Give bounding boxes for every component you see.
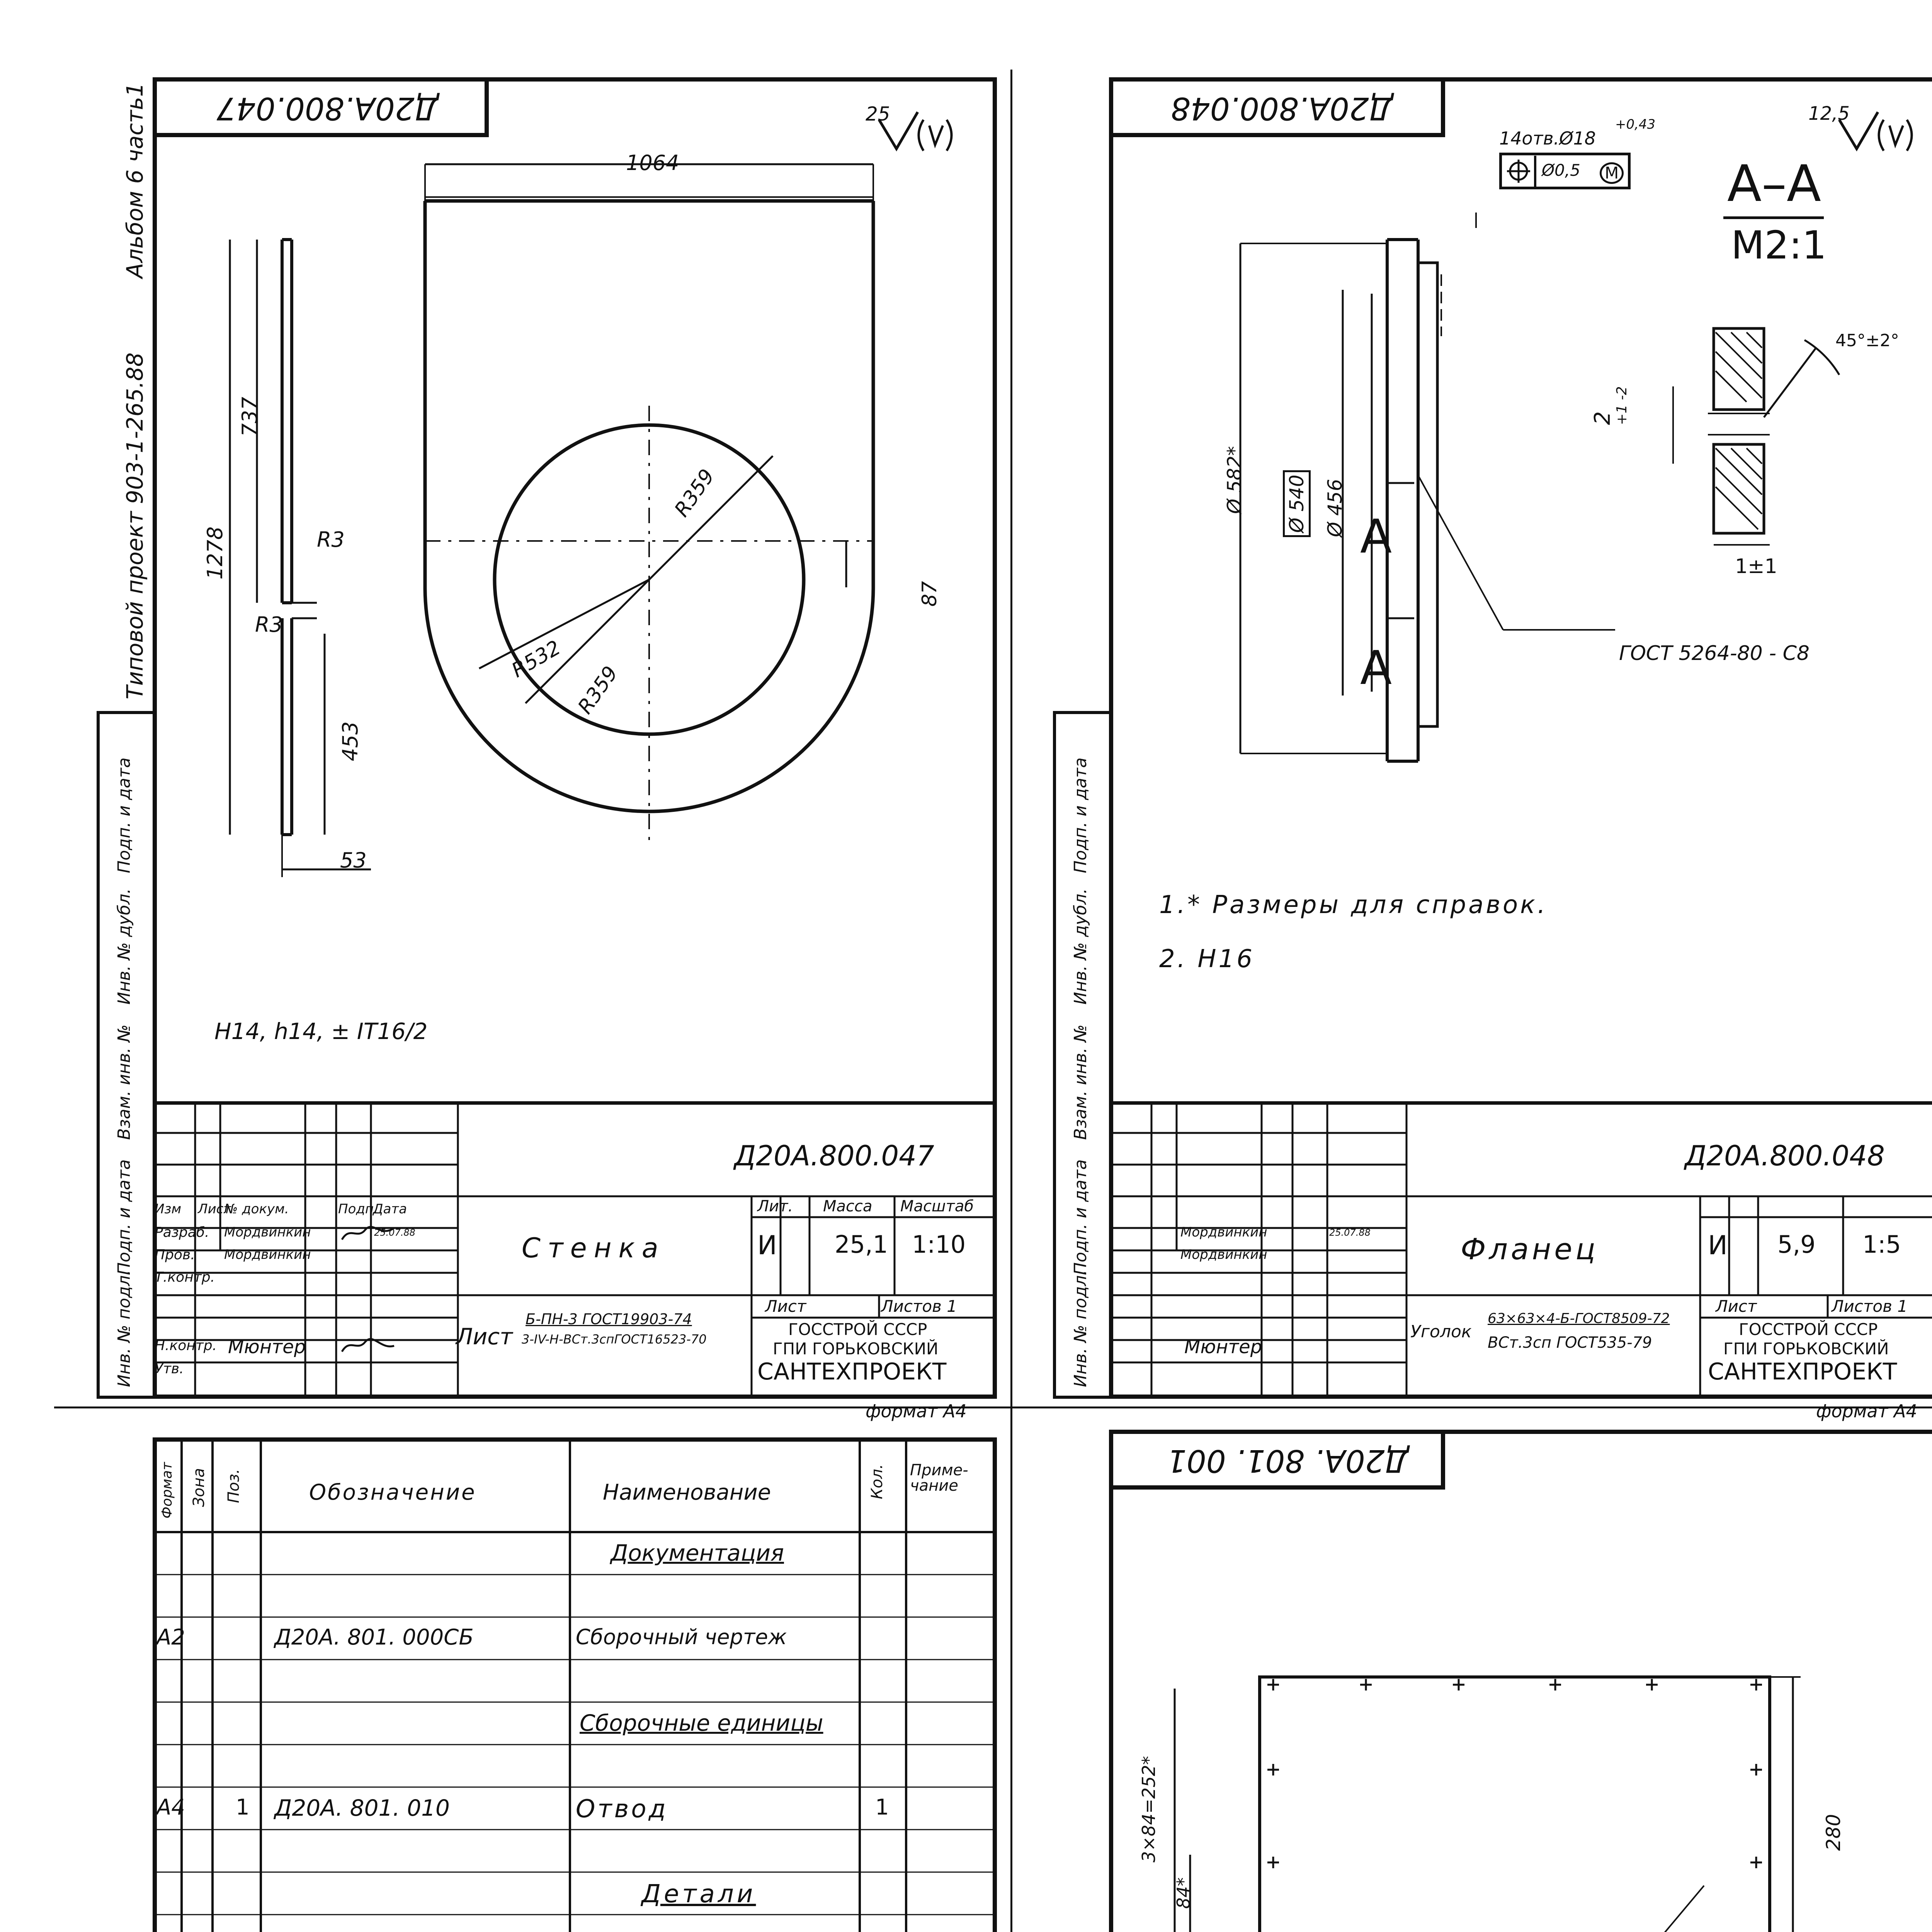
sheet2-roughness-sign [1839, 112, 1917, 158]
sheet2-mass: 5,9 [1777, 1230, 1816, 1259]
role-podp: Подп. [338, 1201, 378, 1217]
spec-header-note: Приме-чание [910, 1461, 968, 1495]
dim-angle: 45°±2° [1835, 331, 1899, 350]
sheet1-format: формат А4 [866, 1401, 967, 1422]
dim-53: 53 [340, 848, 367, 872]
sheet2-lit: И [1708, 1230, 1728, 1261]
mark-a2: А [1360, 641, 1392, 695]
sheet2-person-nkontr: Мюнтер [1184, 1336, 1262, 1358]
spec-header-qty: Кол. [868, 1464, 886, 1499]
holes-tol: +0,43 [1615, 117, 1656, 132]
album-label: Альбом 6 часть1 [122, 82, 148, 278]
sheet2-sheets-label: Листов 1 [1832, 1297, 1908, 1316]
mark-a1: А [1360, 510, 1392, 564]
spec-table-grid [153, 1437, 997, 1932]
sheet1-material-2: 3-IV-Н-ВСт.3спГОСТ16523-70 [522, 1332, 707, 1347]
dim-2: 2 [1590, 411, 1615, 425]
horizontal-divider [54, 1406, 1932, 1408]
role-utv: Утв. [155, 1361, 184, 1377]
spec-row-qty: 1 [875, 1795, 889, 1820]
sheet2-material-2: ВСт.3сп ГОСТ535-79 [1488, 1334, 1652, 1352]
pos-mod: M [1600, 162, 1624, 184]
side2-field-2: Инв. № дубл. [1071, 888, 1090, 1005]
col-mass: Масса [823, 1197, 872, 1215]
side-field-1: Подп. и дата [114, 757, 134, 873]
weld-spec: ГОСТ 5264-80 - С8 [1619, 642, 1810, 665]
dim-1278: 1278 [203, 526, 227, 580]
sheet2-org1: ГОССТРОЙ СССР [1739, 1320, 1878, 1339]
spec-row-name: Документация [611, 1540, 784, 1566]
side-field-5: Инв. № подл. [114, 1270, 134, 1387]
spec-header-code: Обозначение [309, 1480, 476, 1505]
section-label: А–А [1727, 154, 1821, 213]
project-label: Типовой проект 903-1-265.88 [122, 352, 148, 699]
role-izm: Изм [155, 1201, 182, 1217]
dim-2-tol: +1 -2 [1614, 386, 1630, 425]
sheet1-org3: САНТЕХПРОЕКТ [757, 1358, 947, 1385]
sheet4-top-code: Д20А. 801. 001 [1167, 1443, 1409, 1479]
dim-87: 87 [918, 581, 941, 607]
side-field-2: Инв. № дубл. [114, 888, 134, 1005]
spec-row-code: Д20А. 801. 000СБ [274, 1625, 474, 1650]
side2-field-4: Подп. и дата [1071, 1159, 1090, 1275]
role-prov: Пров. [155, 1247, 195, 1263]
person-razrab: Мордвинкин [224, 1225, 311, 1240]
sheet2-org2: ГПИ ГОРЬКОВСКИЙ [1723, 1339, 1889, 1358]
dim-453: 453 [338, 721, 362, 761]
dim-d456: Ø 456 [1324, 479, 1346, 537]
dim-737: 737 [238, 396, 262, 437]
sheet2-material-label: Уголок [1410, 1322, 1472, 1342]
dim-1pm1: 1±1 [1735, 555, 1777, 578]
spec-row-pos: 1 [236, 1795, 250, 1820]
person-nkontr: Мюнтер [228, 1336, 306, 1358]
vertical-divider [1010, 70, 1012, 1932]
spec-row-fmt: А4 [156, 1795, 185, 1820]
sheet2-code: Д20А.800.048 [1685, 1139, 1885, 1172]
sheet1-material-label: Лист [456, 1323, 513, 1350]
col-scale: Масштаб [900, 1197, 974, 1215]
role-razrab: Разраб. [155, 1225, 209, 1240]
signature-icon [340, 1336, 398, 1355]
role-list: Лист [198, 1201, 231, 1217]
sheet2-note-1: 1.* Размеры для справок. [1159, 891, 1548, 919]
signature-icon [340, 1224, 398, 1243]
sheet1-lit: И [757, 1230, 777, 1261]
person-prov: Мордвинкин [224, 1247, 311, 1262]
sheet1-roughness: 25 [866, 103, 890, 125]
spec-header-name: Наименование [603, 1480, 771, 1505]
spec-row-name: Детали [641, 1880, 756, 1908]
dim-280: 280 [1822, 1814, 1845, 1851]
dim-r359-a: R359 [670, 465, 719, 521]
sheet1-name: Стенка [522, 1232, 665, 1264]
sheet1-roughness-sign [879, 112, 956, 158]
sheet1-org2: ГПИ ГОРЬКОВСКИЙ [773, 1339, 939, 1358]
role-doc: № докум. [224, 1201, 289, 1217]
dim-r3-a: R3 [317, 527, 345, 552]
role-nkontr: Н.контр. [155, 1338, 217, 1354]
sheet2-material-1: 63×63×4-Б-ГОСТ8509-72 [1488, 1311, 1670, 1327]
dim-r3-b: R3 [255, 612, 283, 637]
dim-252: 3×84=252* [1138, 1756, 1159, 1862]
sheet1-material-1: Б-ПН-3 ГОСТ19903-74 [526, 1311, 692, 1328]
sheet1-sheets-label: Листов 1 [881, 1297, 957, 1316]
side2-field-1: Подп. и дата [1071, 757, 1090, 873]
sheet2-org3: САНТЕХПРОЕКТ [1708, 1358, 1897, 1385]
dim-d540: Ø 540 [1283, 470, 1311, 537]
sheet2-note-2: 2. Н16 [1159, 945, 1255, 973]
role-data: Дата [373, 1201, 407, 1217]
side-field-3: Взам. инв. № [114, 1024, 134, 1140]
side2-field-3: Взам. инв. № [1071, 1024, 1090, 1140]
sheet2-person-prov: Мордвинкин [1180, 1247, 1267, 1262]
sheet1-code: Д20А.800.047 [734, 1139, 934, 1172]
person-date: 25.07.88 [374, 1227, 415, 1238]
sheet2-roughness: 12,5 [1808, 103, 1850, 124]
position-icon [1505, 156, 1536, 187]
sheet2-format: формат А4 [1816, 1401, 1917, 1422]
sheet2-sheet-label: Лист [1716, 1297, 1757, 1316]
spec-row-code: Д20А. 801. 010 [274, 1795, 450, 1821]
sheet1-mass: 25,1 [835, 1230, 888, 1259]
side-field-4: Подп. и дата [114, 1159, 134, 1275]
section-scale: М2:1 [1731, 223, 1827, 268]
sheet4-drawing [1144, 1654, 1878, 1932]
spec-header-pos: Поз. [225, 1469, 243, 1503]
spec-row-name: Сборочные единицы [580, 1710, 823, 1736]
dim-84: 84* [1173, 1877, 1194, 1909]
spec-header-zone: Зона [190, 1468, 208, 1507]
side2-field-5: Инв. № подл. [1071, 1270, 1090, 1387]
holes-spec: 14отв.Ø18 [1499, 128, 1596, 149]
sheet2-person-date: 25.07.88 [1329, 1227, 1371, 1238]
sheet1-drawing [155, 151, 966, 927]
sheet1-tolerance: H14, h14, ± IT16/2 [214, 1018, 428, 1044]
sheet1-top-code: Д20А.800.047 [216, 90, 439, 126]
sheet1-scale: 1:10 [912, 1230, 966, 1259]
sheet2-scale: 1:5 [1862, 1230, 1901, 1259]
dim-r532: R532 [508, 636, 565, 682]
pos-tol: Ø0,5 [1542, 161, 1580, 180]
dim-r359-b: R359 [573, 662, 623, 718]
dim-d582: Ø 582* [1223, 446, 1246, 514]
spec-row-fmt: А2 [156, 1625, 185, 1650]
sheet2-name: Фланец [1461, 1232, 1599, 1266]
spec-header-format: Формат [159, 1462, 175, 1519]
sheet1-sheet-label: Лист [765, 1297, 806, 1316]
spec-row-name: Отвод [576, 1795, 668, 1823]
sheet2-top-code: Д20А.800.048 [1171, 90, 1393, 126]
sheet1-org1: ГОССТРОЙ СССР [788, 1320, 927, 1339]
dim-1064: 1064 [626, 151, 679, 175]
role-tkontr: Т.контр. [155, 1269, 215, 1285]
sheet2-person-razrab: Мордвинкин [1180, 1225, 1267, 1240]
col-lit: Лит. [757, 1197, 793, 1215]
spec-row-name: Сборочный чертеж [576, 1625, 787, 1649]
